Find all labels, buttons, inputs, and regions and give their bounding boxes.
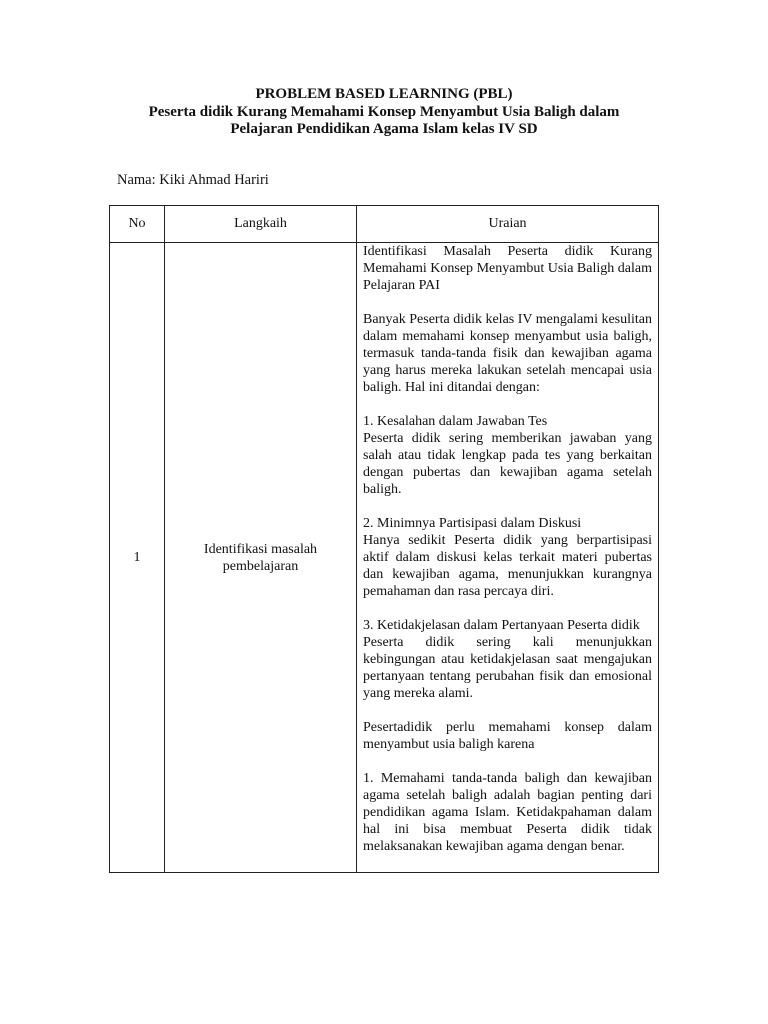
- uraian-point-2-text: Hanya sedikit Peserta didik yang berpartisipasi aktif dalam diskusi kelas terkait materi pubertas dan kewajiban agama, menunjukkan kurangnya pemahaman dan rasa percaya diri.: [363, 533, 652, 599]
- header-langkah: Langkaih: [165, 206, 357, 243]
- row-langkah: Identifikasi masalah pembelajaran: [165, 243, 357, 873]
- document-subtitle-line-1: Peserta didik Kurang Memahami Konsep Menyambut Usia Baligh dalam: [148, 103, 620, 120]
- uraian-point-1-heading: 1. Kesalahan dalam Jawaban Tes: [363, 414, 548, 429]
- uraian-reason-intro: Pesertadidik perlu memahami konsep dalam menyambut usia baligh karena: [363, 720, 652, 752]
- uraian-intro: Identifikasi Masalah Peserta didik Kurang Memahami Konsep Menyambut Usia Baligh dalam Pelajaran PAI: [363, 244, 652, 293]
- uraian-problem-description: Banyak Peserta didik kelas IV mengalami kesulitan dalam memahami konsep menyambut usia baligh, termasuk tanda-tanda fisik dan kewajiban agama yang harus mereka lakukan setelah mencapai usia baligh. Hal ini ditandai dengan:: [363, 312, 653, 395]
- row-uraian: [357, 243, 659, 873]
- document-title: PROBLEM BASED LEARNING (PBL): [255, 86, 513, 102]
- uraian-point-3-text: Peserta didik sering kali menunjukkan kebingungan atau ketidakjelasan saat mengajukan pertanyaan tentang perubahan fisik dan emosional yang mereka alami.: [363, 635, 652, 701]
- table-row: [110, 243, 659, 873]
- table-header-row: [110, 206, 659, 243]
- header-no: No: [110, 206, 165, 243]
- uraian-point-3-heading: 3. Ketidakjelasan dalam Pertanyaan Peserta didik: [363, 618, 640, 633]
- document-subtitle-line-2: Pelajaran Pendidikan Agama Islam kelas IV SD: [230, 121, 538, 137]
- uraian-reason-1: 1. Memahami tanda-tanda baligh dan kewajiban agama setelah baligh adalah bagian penting dari pendidikan agama Islam. Ketidakpahaman dalam hal ini bisa membuat Peserta didik tidak melaksanakan kewajiban agama dengan benar.: [363, 771, 652, 854]
- uraian-point-2-heading: 2. Minimnya Partisipasi dalam Diskusi: [363, 516, 582, 531]
- row-number: 1: [110, 243, 165, 873]
- uraian-point-1-text: Peserta didik sering memberikan jawaban yang salah atau tidak lengkap pada tes yang berkaitan dengan pubertas dan kewajiban agama setelah baligh.: [363, 431, 652, 497]
- document-title-block: [0, 86, 768, 139]
- header-uraian: Uraian: [357, 206, 659, 243]
- pbl-table: [109, 205, 659, 873]
- student-name: Nama: Kiki Ahmad Hariri: [117, 172, 269, 188]
